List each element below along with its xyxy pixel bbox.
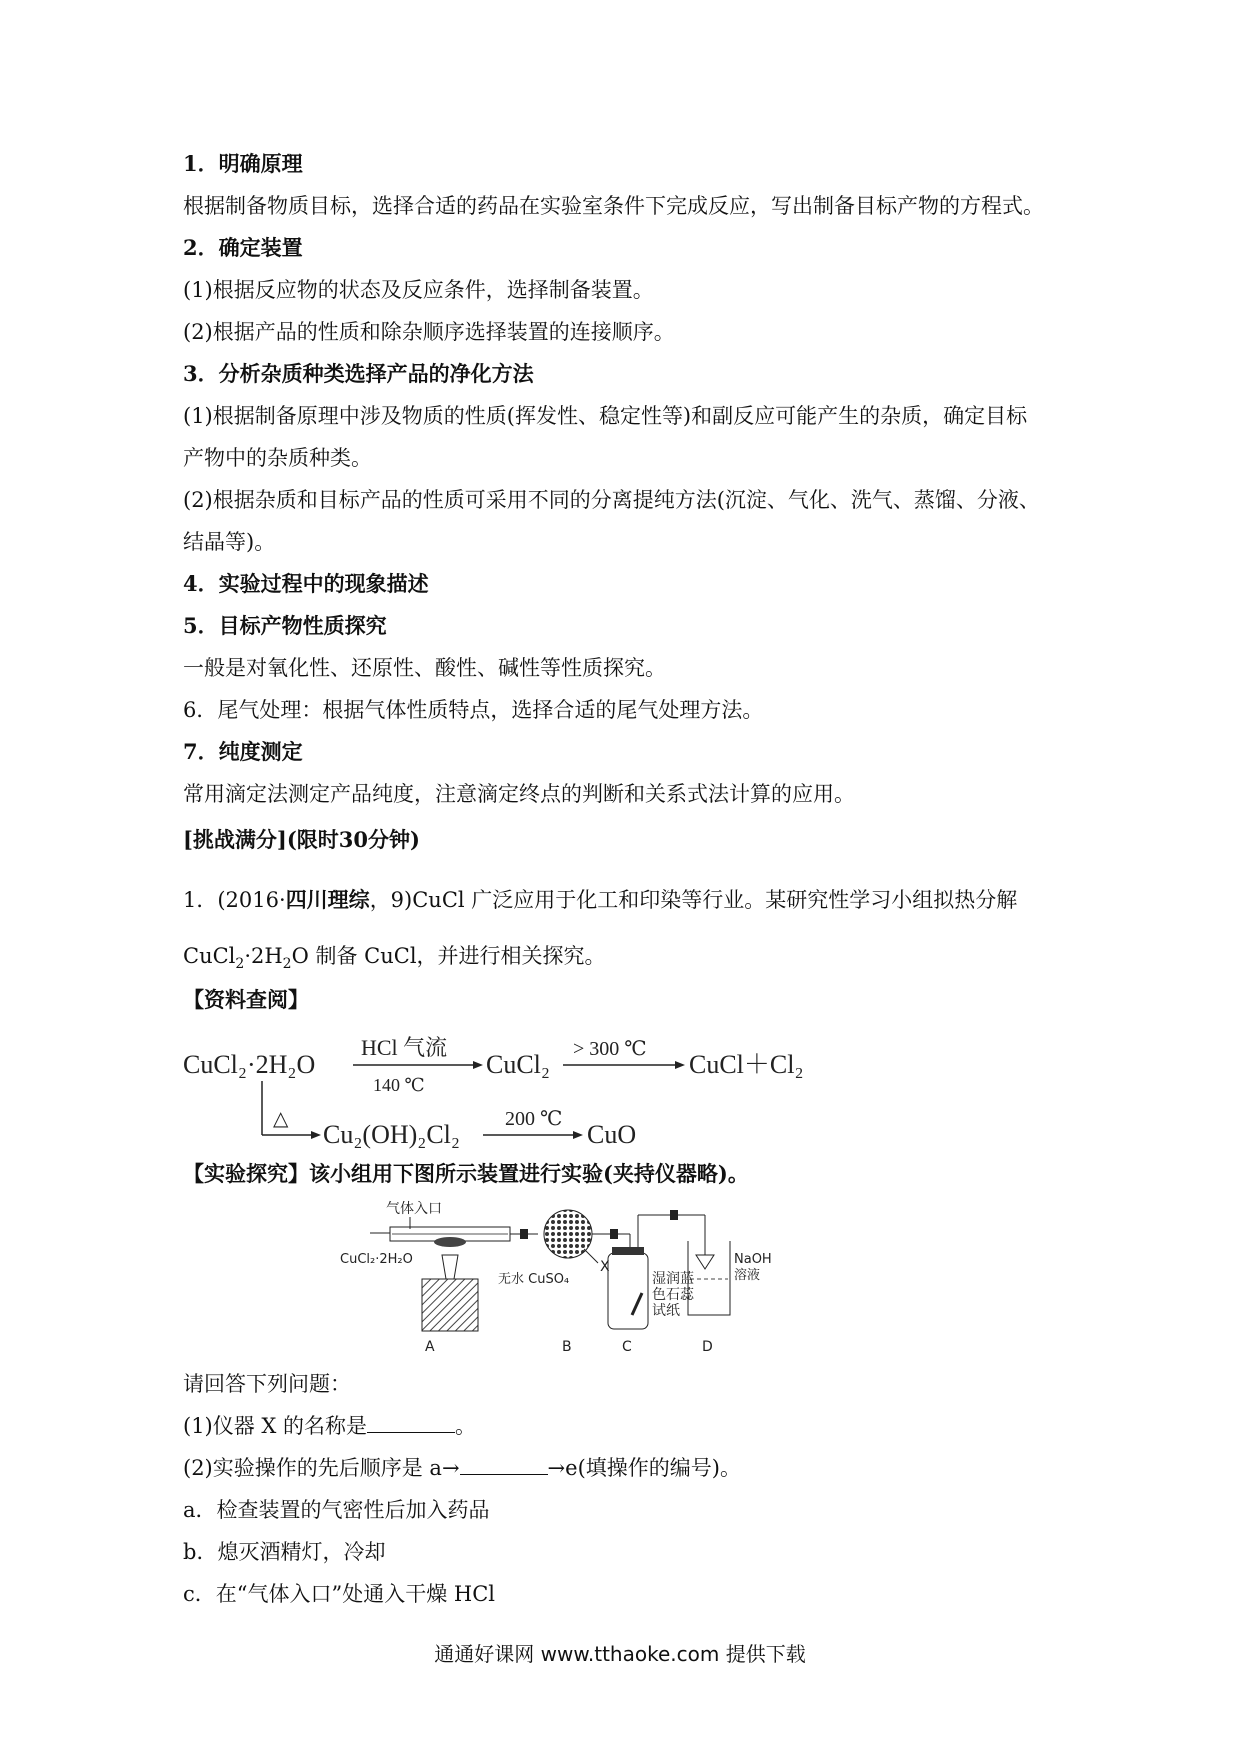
heading-3: 3．分析杂质种类选择产品的净化方法	[183, 361, 534, 386]
reagent-b-label: 无水 CuSO₄	[498, 1272, 570, 1287]
reference-heading: 【资料查阅】	[183, 987, 309, 1012]
sub-question-1: (1)仪器 X 的名称是 。	[183, 1414, 477, 1438]
option-a: a．检查装置的气密性后加入药品	[183, 1498, 490, 1522]
litmus-label-3: 试纸	[652, 1303, 680, 1319]
experiment-heading: 【实验探究】该小组用下图所示装置进行实验(夹持仪器略)。	[183, 1161, 749, 1186]
stopper-c	[612, 1247, 644, 1255]
heading-4: 4．实验过程中的现象描述	[183, 571, 429, 596]
condition-300c: > 300 ℃	[573, 1038, 647, 1060]
condition-heat: △	[273, 1108, 289, 1130]
product-cucl2: CuCl₂	[486, 1050, 550, 1079]
clamp-2	[610, 1229, 618, 1239]
reactant-formula: CuCl₂·2H₂O	[183, 1050, 316, 1079]
lamp-neck	[442, 1255, 458, 1279]
sub-question-2: (2)实验操作的先后顺序是 a→ →e(填操作的编号)。	[183, 1456, 741, 1480]
paragraph: 结晶等)。	[183, 530, 276, 554]
label-a: A	[425, 1339, 435, 1355]
product-cucl-cl2: CuCl＋Cl₂	[689, 1050, 804, 1079]
litmus-label-2: 色石蕊	[652, 1287, 694, 1303]
litmus-strip	[632, 1293, 642, 1315]
heading-6: 6．尾气处理：根据气体性质特点，选择合适的尾气处理方法。	[183, 698, 764, 722]
apparatus-diagram	[340, 1195, 880, 1355]
page-footer: 通通好课网 www.tthaoke.com 提供下载	[434, 1642, 806, 1666]
reagent-a-label: CuCl₂·2H₂O	[340, 1252, 413, 1267]
heading-7: 7．纯度测定	[183, 739, 303, 764]
x-pointer	[584, 1249, 598, 1263]
question-1-line-2: $CuCl_2\cdot 2H_2O$ 制备 CuCl，并进行相关探究。	[183, 944, 606, 973]
heading-2: 2．确定装置	[183, 235, 303, 260]
paragraph: 产物中的杂质种类。	[183, 446, 372, 470]
reaction-scheme	[183, 1025, 833, 1149]
label-b: B	[562, 1339, 572, 1355]
sample-pile	[434, 1237, 466, 1247]
question-1-line-1: 1．(2016·四川理综，9)CuCl 广泛应用于化工和印染等行业。某研究性学习小组拟热分解	[183, 887, 1018, 912]
beaker-d	[688, 1241, 730, 1315]
product-basic-chloride: Cu₂(OH)₂Cl₂	[323, 1120, 460, 1149]
option-b: b．熄灭酒精灯，冷却	[183, 1540, 386, 1564]
paragraph: (1)根据制备原理中涉及物质的性质(挥发性、稳定性等)和副反应可能产生的杂质，确定目标	[183, 404, 1028, 428]
product-cuo: CuO	[587, 1120, 637, 1149]
label-d: D	[702, 1339, 713, 1355]
option-c: c．在“气体入口”处通入干燥 HCl	[183, 1582, 496, 1606]
litmus-label-1: 湿润蓝	[652, 1271, 694, 1287]
paragraph: 一般是对氧化性、还原性、酸性、碱性等性质探究。	[183, 656, 666, 680]
naoh-label-2: 溶液	[734, 1268, 761, 1283]
paragraph: 常用滴定法测定产品纯度，注意滴定终点的判断和关系式法计算的应用。	[183, 782, 855, 806]
alcohol-lamp	[422, 1279, 478, 1331]
clamp-1	[520, 1229, 528, 1239]
gas-inlet-label: 气体入口	[386, 1201, 442, 1217]
condition-200c: 200 ℃	[505, 1108, 563, 1130]
heading-5: 5．目标产物性质探究	[183, 613, 387, 638]
paragraph: (2)根据产品的性质和除杂顺序选择装置的连接顺序。	[183, 320, 675, 344]
clamp-3	[670, 1210, 678, 1220]
x-label: X	[600, 1259, 610, 1275]
arrowhead-1	[473, 1061, 483, 1069]
question-prompt: 请回答下列问题：	[183, 1372, 351, 1396]
label-c: C	[622, 1339, 632, 1355]
drying-bulb	[544, 1210, 592, 1258]
arrowhead-4	[573, 1131, 583, 1139]
answer-blank-2[interactable]	[460, 1456, 548, 1475]
condition-140c: 140 ℃	[373, 1075, 425, 1095]
arrowhead-3	[311, 1131, 321, 1139]
paragraph: (2)根据杂质和目标产品的性质可采用不同的分离提纯方法(沉淀、气化、洗气、蒸馏、分液、	[183, 488, 1040, 512]
heading-1: 1．明确原理	[183, 151, 303, 176]
paragraph: (1)根据反应物的状态及反应条件，选择制备装置。	[183, 278, 654, 302]
paragraph: 根据制备物质目标，选择合适的药品在实验室条件下完成反应，写出制备目标产物的方程式。	[183, 194, 1044, 218]
bottle-c	[608, 1253, 648, 1329]
naoh-label-1: NaOH	[734, 1252, 772, 1267]
condition-hcl-flow: HCl 气流	[361, 1035, 448, 1060]
inverted-funnel	[696, 1255, 714, 1269]
arrowhead-2	[675, 1061, 685, 1069]
section-title: [挑战满分](限时30分钟)	[183, 827, 420, 852]
answer-blank-1[interactable]	[367, 1414, 455, 1433]
